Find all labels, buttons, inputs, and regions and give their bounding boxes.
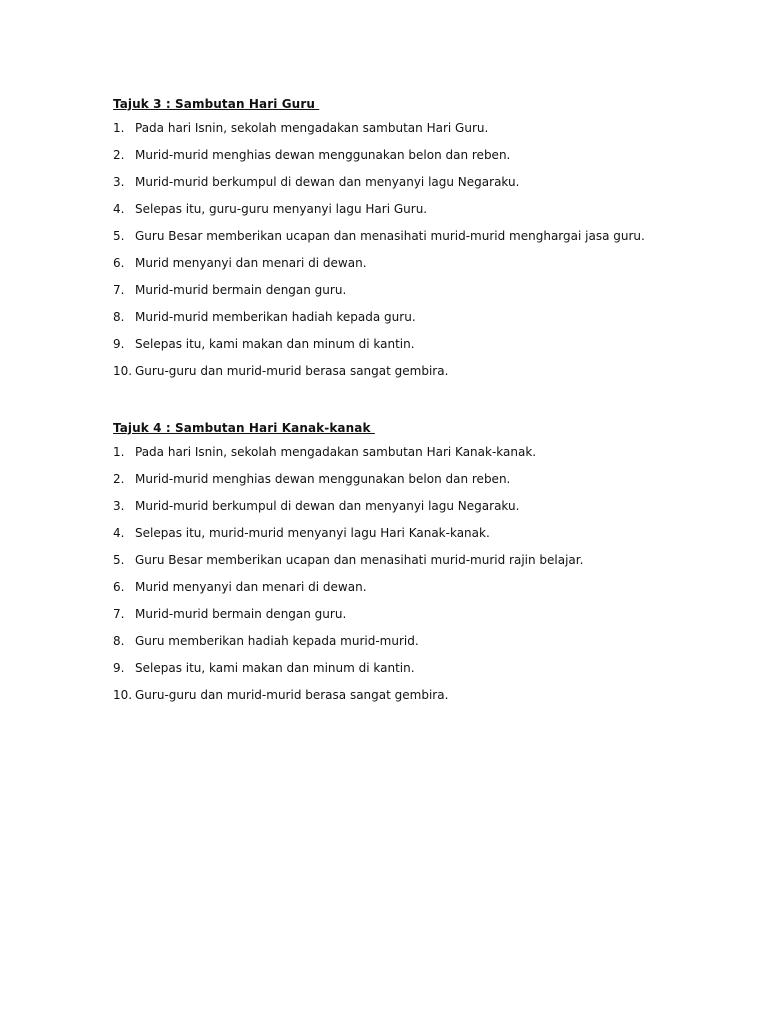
list-item	[113, 525, 733, 552]
item-text: Murid-murid berkumpul di dewan dan menyanyi lagu Negaraku.	[135, 175, 520, 189]
item-number: 3.	[113, 175, 125, 189]
list-item	[113, 687, 733, 714]
list-item	[113, 498, 733, 525]
item-text: Murid menyanyi dan menari di dewan.	[135, 580, 367, 594]
list-item	[113, 309, 733, 336]
section-title: Tajuk 4 : Sambutan Hari Kanak-kanak	[113, 421, 375, 435]
item-text: Guru-guru dan murid-murid berasa sangat gembira.	[135, 688, 449, 702]
item-text: Selepas itu, guru-guru menyanyi lagu Hari Guru.	[135, 202, 428, 216]
item-text: Selepas itu, murid-murid menyanyi lagu Hari Kanak-kanak.	[135, 526, 490, 540]
item-number: 10.	[113, 688, 133, 702]
item-number: 9.	[113, 661, 125, 675]
list-item	[113, 174, 733, 201]
item-text: Pada hari Isnin, sekolah mengadakan sambutan Hari Kanak-kanak.	[135, 445, 537, 459]
item-number: 4.	[113, 202, 125, 216]
item-number: 7.	[113, 283, 125, 297]
item-number: 10.	[113, 364, 133, 378]
section-hari-guru	[113, 94, 733, 390]
list-item	[113, 147, 733, 174]
list-item	[113, 255, 733, 282]
item-text: Murid-murid bermain dengan guru.	[135, 283, 347, 297]
item-text: Guru Besar memberikan ucapan dan menasihati murid-murid menghargai jasa guru.	[135, 229, 645, 243]
item-number: 6.	[113, 580, 125, 594]
item-number: 1.	[113, 121, 125, 135]
item-number: 8.	[113, 310, 125, 324]
item-number: 1.	[113, 445, 125, 459]
section-title: Tajuk 3 : Sambutan Hari Guru	[113, 97, 320, 111]
list-item	[113, 363, 733, 390]
item-text: Murid-murid memberikan hadiah kepada guru.	[135, 310, 416, 324]
item-number: 8.	[113, 634, 125, 648]
item-number: 9.	[113, 337, 125, 351]
item-number: 2.	[113, 148, 125, 162]
item-text: Guru memberikan hadiah kepada murid-murid.	[135, 634, 419, 648]
list-item	[113, 228, 733, 255]
item-text: Selepas itu, kami makan dan minum di kantin.	[135, 661, 415, 675]
list-item	[113, 471, 733, 498]
item-text: Murid-murid menghias dewan menggunakan belon dan reben.	[135, 472, 511, 486]
item-number: 4.	[113, 526, 125, 540]
item-number: 3.	[113, 499, 125, 513]
item-number: 5.	[113, 553, 125, 567]
list-item	[113, 633, 733, 660]
step-list	[113, 444, 733, 714]
section-hari-kanak-kanak	[113, 418, 733, 714]
list-item	[113, 606, 733, 633]
item-number: 7.	[113, 607, 125, 621]
list-item	[113, 201, 733, 228]
item-number: 6.	[113, 256, 125, 270]
list-item	[113, 552, 733, 579]
step-list	[113, 120, 733, 390]
item-text: Murid menyanyi dan menari di dewan.	[135, 256, 367, 270]
item-text: Murid-murid menghias dewan menggunakan belon dan reben.	[135, 148, 511, 162]
list-item	[113, 444, 733, 471]
item-number: 2.	[113, 472, 125, 486]
item-text: Murid-murid bermain dengan guru.	[135, 607, 347, 621]
list-item	[113, 579, 733, 606]
item-text: Pada hari Isnin, sekolah mengadakan sambutan Hari Guru.	[135, 121, 489, 135]
list-item	[113, 282, 733, 309]
item-text: Selepas itu, kami makan dan minum di kantin.	[135, 337, 415, 351]
list-item	[113, 120, 733, 147]
item-text: Murid-murid berkumpul di dewan dan menyanyi lagu Negaraku.	[135, 499, 520, 513]
item-number: 5.	[113, 229, 125, 243]
item-text: Guru Besar memberikan ucapan dan menasihati murid-murid rajin belajar.	[135, 553, 584, 567]
list-item	[113, 336, 733, 363]
item-text: Guru-guru dan murid-murid berasa sangat gembira.	[135, 364, 449, 378]
list-item	[113, 660, 733, 687]
